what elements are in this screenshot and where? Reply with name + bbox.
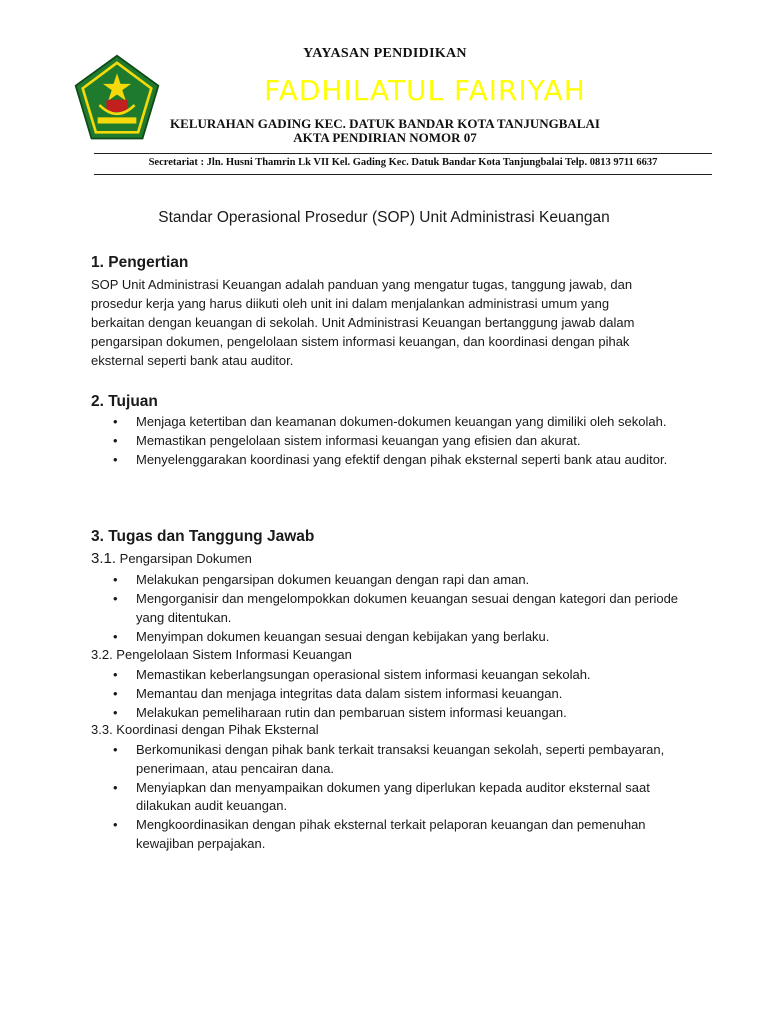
organization-type: YAYASAN PENDIDIKAN [303,46,467,61]
list-item: • Memastikan pengelolaan sistem informasi keuangan yang efisien dan akurat. [91,432,671,451]
subsection-3-1-title: 3.1. Pengarsipan Dokumen [91,550,252,567]
section-2-heading: 2. Tujuan [91,393,158,410]
section-1-paragraph: SOP Unit Administrasi Keuangan adalah panduan yang mengatur tugas, tanggung jawab, dan prosedur kerja yang harus diikuti oleh unit ini dalam menjalankan administrasi umum yang berkaitan dengan keuangan di sekolah. Unit Administrasi Keuangan bertanggung jawab dalam pengarsipan dokumen, pengelolaan sistem informasi keuangan, dan koordinasi dengan pihak eksternal seperti bank atau auditor. [91,277,635,368]
list-item: • Melakukan pemeliharaan rutin dan pembaruan sistem informasi keuangan. [91,704,691,723]
list-item: • Memantau dan menjaga integritas data dalam sistem informasi keuangan. [91,685,691,704]
divider-top [94,153,712,154]
subsection-3-2-title: 3.2. Pengelolaan Sistem Informasi Keuangan [91,647,352,662]
list-item: • Menyimpan dokumen keuangan sesuai dengan kebijakan yang berlaku. [91,628,691,647]
list-item: • Mengorganisir dan mengelompokkan dokumen keuangan sesuai dengan kategori dan periode yang ditentukan. [91,590,691,627]
list-item: • Menyiapkan dan menyampaikan dokumen yang diperlukan kepada auditor eksternal saat dilakukan audit keuangan. [91,779,691,816]
document-title: Standar Operasional Prosedur (SOP) Unit Administrasi Keuangan [158,209,610,226]
section-1-heading: 1. Pengertian [91,254,189,271]
subsection-3-2-list [91,666,691,723]
organization-name: FADHILATUL FAIRIYAH [264,74,586,107]
deed-number: AKTA PENDIRIAN NOMOR 07 [293,130,477,145]
list-item: • Menyelenggarakan koordinasi yang efektif dengan pihak eksternal seperti bank atau auditor. [91,451,671,470]
list-item: • Melakukan pengarsipan dokumen keuangan dengan rapi dan aman. [91,571,691,590]
subsection-3-3-title: 3.3. Koordinasi dengan Pihak Eksternal [91,722,319,737]
list-item: • Menjaga ketertiban dan keamanan dokumen-dokumen keuangan yang dimiliki oleh sekolah. [91,413,671,432]
list-item: • Memastikan keberlangsungan operasional sistem informasi keuangan sekolah. [91,666,691,685]
subsection-3-3-list [91,741,691,854]
section-2-list [91,413,671,470]
organization-address: KELURAHAN GADING KEC. DATUK BANDAR KOTA TANJUNGBALAI [170,116,600,131]
list-item: • Mengkoordinasikan dengan pihak eksternal terkait pelaporan keuangan dan pemenuhan kewajiban perpajakan. [91,816,691,853]
section-3-heading: 3. Tugas dan Tanggung Jawab [91,528,315,545]
subsection-3-1-list [91,571,691,647]
list-item: • Berkomunikasi dengan pihak bank terkait transaksi keuangan sekolah, seperti pembayaran, penerimaan, atau pencairan dana. [91,741,691,778]
secretariat-address: Secretariat : Jln. Husni Thamrin Lk VII Kel. Gading Kec. Datuk Bandar Kota Tanjungbalai Telp. 0813 9711 6637 [148,157,658,168]
divider-bottom [94,174,712,175]
